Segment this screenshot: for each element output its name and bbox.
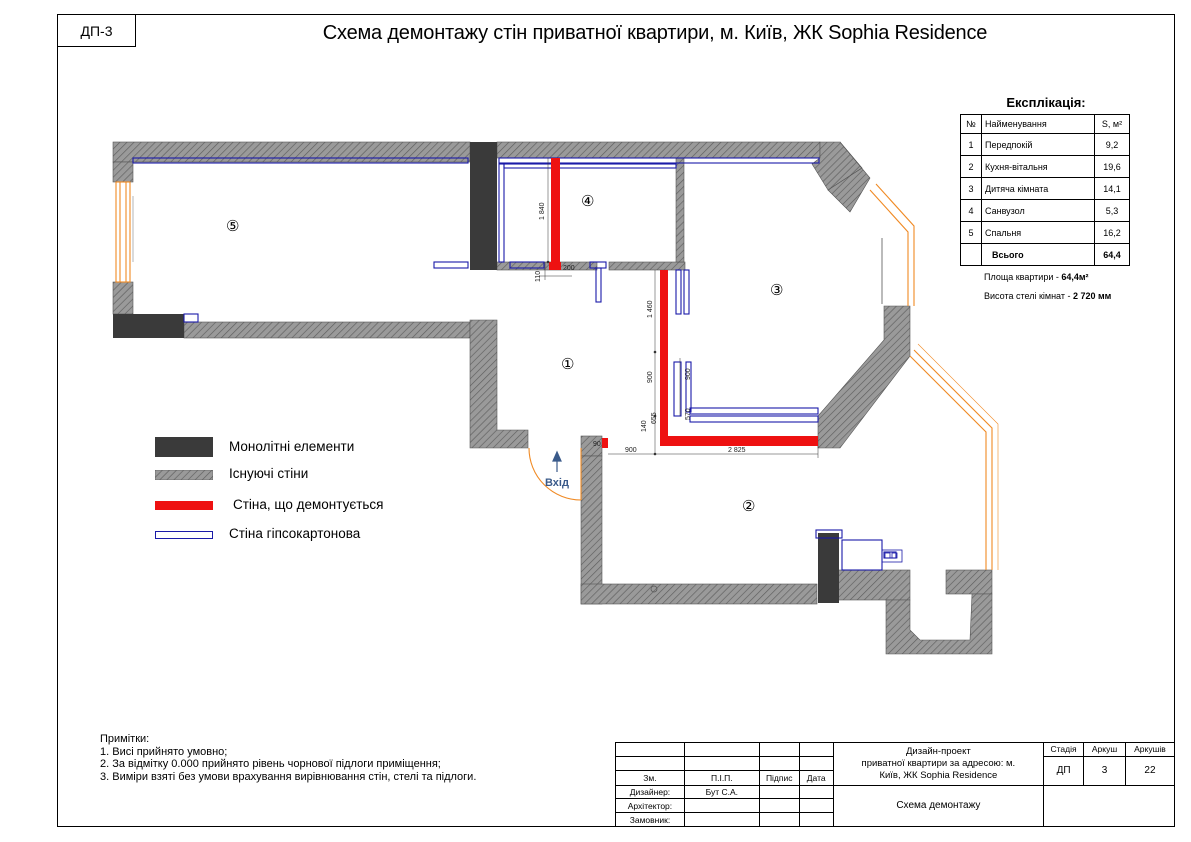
- row-name: Спальня: [982, 222, 1095, 244]
- row-num: 1: [961, 134, 982, 156]
- dim-900-right: 900: [685, 368, 692, 380]
- dim-655: 655: [651, 412, 658, 424]
- stamp-cell: [616, 756, 685, 770]
- area-line: [984, 270, 1111, 284]
- stamp-cell: [684, 743, 759, 757]
- dim-110: 110: [535, 270, 542, 282]
- designer-name: Бут С.А.: [684, 785, 759, 799]
- sheets-value: 22: [1125, 756, 1174, 785]
- table-row: [961, 156, 1130, 178]
- stamp-cell: [759, 785, 799, 799]
- stamp-cell: [799, 799, 833, 813]
- stamp-cell: [616, 743, 685, 757]
- room-label-2: ②: [742, 498, 756, 515]
- project-name: [833, 743, 1043, 786]
- dim-1460: 1 460: [647, 300, 654, 318]
- note-item: 1. Висі прийнято умовно;: [100, 745, 228, 758]
- stamp-cell: [684, 813, 759, 827]
- area-label: Площа квартири -: [984, 272, 1062, 282]
- col-date: Дата: [799, 770, 833, 785]
- header-name: Найменування: [982, 115, 1095, 134]
- drawing-title: Схема демонтажу стін приватної квартири, м. Київ, ЖК Sophia Residence: [322, 22, 988, 44]
- table-row: [961, 134, 1130, 156]
- row-num: 3: [961, 178, 982, 200]
- role-designer: Дизайнер:: [616, 785, 685, 799]
- project-line-3: Київ, ЖК Sophia Residence: [879, 769, 998, 781]
- row-area: 9,2: [1095, 134, 1130, 156]
- stamp-cell: [759, 799, 799, 813]
- stamp-cell: [759, 743, 799, 757]
- note-item: 3. Виміри взяті без умови врахування вирівнювання стін, стелі та підлоги.: [100, 770, 477, 783]
- dim-900-left: 900: [647, 371, 654, 383]
- explication-title: Експлікація:: [1006, 95, 1086, 110]
- demolish-swatch: [155, 501, 213, 510]
- notes: [100, 733, 476, 783]
- stamp-cell: [799, 785, 833, 799]
- stamp-cell: [799, 756, 833, 770]
- legend-label: Існуючі стіни: [229, 466, 309, 481]
- sheets-label: Аркушів: [1125, 743, 1174, 757]
- stamp-cell: [799, 813, 833, 827]
- stamp-cell: [684, 799, 759, 813]
- row-area: 19,6: [1095, 156, 1130, 178]
- row-num: 2: [961, 156, 982, 178]
- row-area: 5,3: [1095, 200, 1130, 222]
- dim-200: 200: [563, 265, 575, 272]
- col-pib: П.І.П.: [684, 770, 759, 785]
- apartment-summary: [984, 270, 1111, 303]
- entrance-label: Вхід: [545, 477, 569, 489]
- sheet-value: 3: [1084, 756, 1126, 785]
- title-block-table: [615, 742, 1175, 827]
- legend-label: Стіна гіпсокартонова: [229, 526, 361, 541]
- row-num: 5: [961, 222, 982, 244]
- title-block: [615, 742, 1175, 827]
- room-label-3: ③: [770, 282, 784, 299]
- row-name: Передпокій: [982, 134, 1095, 156]
- dim-90: 90: [593, 441, 601, 448]
- height-label: Висота стелі кімнат -: [984, 291, 1073, 301]
- dim-570: 570: [685, 408, 692, 420]
- stamp-cell: [759, 756, 799, 770]
- project-line-1: Дизайн-проект: [906, 745, 971, 757]
- stage-value: ДП: [1044, 756, 1084, 785]
- row-num: 4: [961, 200, 982, 222]
- stamp-cell: [799, 743, 833, 757]
- total-value: 64,4: [1095, 244, 1130, 266]
- note-item: 2. За відмітку 0.000 прийнято рівень чорнової підлоги приміщення;: [100, 758, 441, 770]
- table-row: [961, 222, 1130, 244]
- row-name: Санвузол: [982, 200, 1095, 222]
- stamp-cell: [684, 756, 759, 770]
- area-value: 64,4м²: [1061, 272, 1089, 282]
- row-name: Кухня-вітальня: [982, 156, 1095, 178]
- role-architect: Архітектор:: [616, 799, 685, 813]
- height-line: [984, 289, 1111, 303]
- dim-1840: 1 840: [539, 202, 546, 220]
- row-area: 14,1: [1095, 178, 1130, 200]
- monolith-swatch: [155, 437, 213, 457]
- sheet-title: Схема демонтажу: [833, 785, 1043, 827]
- drywall-swatch: [155, 531, 213, 539]
- table-row: [961, 178, 1130, 200]
- header-area: S, м²: [1095, 115, 1130, 134]
- total-empty: [961, 244, 982, 266]
- table-row: [961, 200, 1130, 222]
- dim-140: 140: [641, 420, 648, 432]
- dim-2825: 2 825: [728, 447, 746, 454]
- existing-swatch: [155, 470, 213, 480]
- legend-label: Монолітні елементи: [229, 439, 355, 454]
- sheet-label: Аркуш: [1084, 743, 1126, 757]
- dim-900-bottom: 900: [625, 447, 637, 454]
- notes-title: Примітки:: [100, 733, 150, 745]
- room-label-4: ④: [581, 193, 595, 210]
- header-num: №: [961, 115, 982, 134]
- stage-label: Стадія: [1044, 743, 1084, 757]
- role-client: Замовник:: [616, 813, 685, 827]
- room-label-5: ⑤: [226, 218, 240, 235]
- explication-table: [960, 114, 1130, 266]
- entrance-arrow: [553, 452, 561, 472]
- explication: [960, 95, 1132, 266]
- sheet-code: ДП-3: [57, 14, 136, 47]
- total-label: Всього: [982, 244, 1095, 266]
- height-value: 2 720 мм: [1072, 291, 1112, 301]
- row-area: 16,2: [1095, 222, 1130, 244]
- table-header-row: [961, 115, 1130, 134]
- project-line-2: приватної квартири за адресою: м.: [861, 757, 1016, 769]
- legend-label: Стіна, що демонтується: [233, 497, 384, 512]
- stamp-cell-empty: [1044, 785, 1175, 827]
- total-row: [961, 244, 1130, 266]
- room-label-1: ①: [561, 356, 575, 373]
- row-name: Дитяча кімната: [982, 178, 1095, 200]
- col-zm: Зм.: [616, 770, 685, 785]
- col-sign: Підпис: [759, 770, 799, 785]
- stamp-cell: [759, 813, 799, 827]
